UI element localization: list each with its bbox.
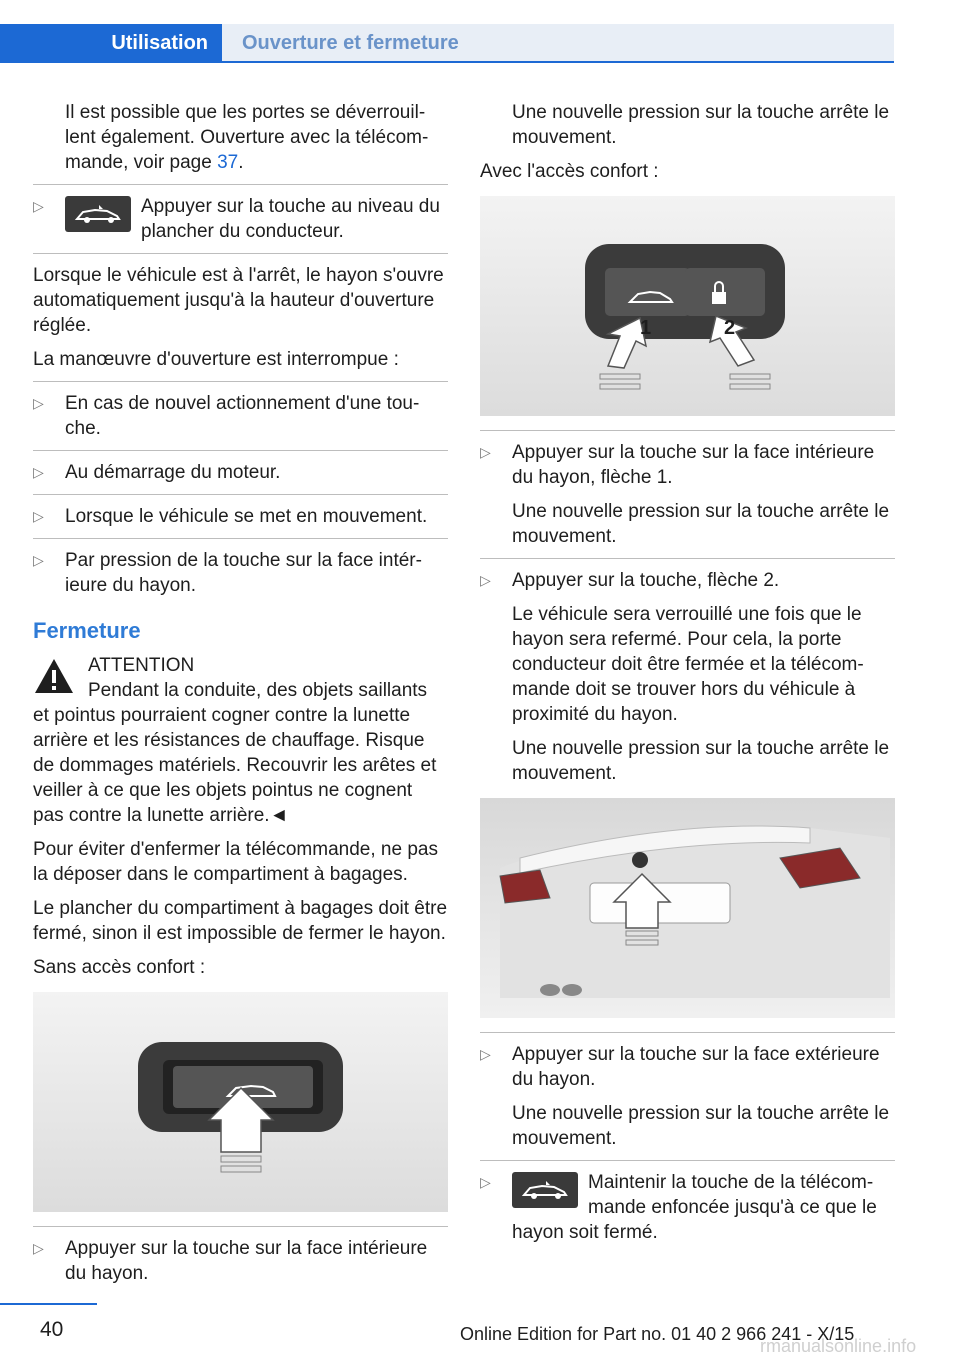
triangle-bullet-icon: ▷ [33, 395, 44, 411]
triangle-bullet-icon: ▷ [33, 1240, 44, 1256]
tab-ouverture-fermeture[interactable]: Ouverture et fermeture [222, 24, 894, 62]
list-item: ▷ Appuyer sur la touche sur la face intérieure du hayon, flèche 1. Une nouvelle pression sur la touche arrête le mouvement. [480, 442, 890, 547]
triangle-bullet-icon: ▷ [480, 1174, 491, 1190]
paragraph-floor: Le plancher du compartiment à bagages doit être fermé, sinon il est impossible de fermer le hayon. [33, 898, 448, 944]
tailgate-button-icon [65, 196, 131, 232]
tailgate-button-icon [512, 1172, 578, 1208]
list-item-remote-button: ▷ Maintenir la touche de la télécommande enfoncée jusqu'à ce que le [480, 1172, 877, 1218]
list-item: ▷ Lorsque le véhicule se met en mouvement. [33, 506, 428, 527]
right-column: Une nouvelle pression sur la touche arrête le mouvement. Avec l'accès confort : 1 2 ▷ Appuyer sur la touche sur la face intérieure du hayon, flèche 1. Une nouvelle pression sur la touche arrête le mouvement. ▷ Appuyer sur la touche, flèche 2. Le véhicule sera verrouillé une fois que le hayon sera refermé. Pour cela, la porte conducteur doit être fermée et la télécommande doit se trouver hors du véhicule à proximité du hayon. Une nouvelle pression sur la touche arrête le mouvement. ▷ Appuyer sur la touche sur la face extérieure du hayon. Une nouvelle pression sur la touche arrête le mouvement. ▷ Maintenir la touche de la télécommande enfoncée jusqu'à ce que le hayon soit fermé. [480, 100, 895, 1245]
header-divider [0, 61, 894, 63]
divider [33, 184, 448, 185]
paragraph-press-again: Une nouvelle pression sur la touche arrête le mouvement. [512, 102, 890, 148]
figure-comfort-access-buttons [480, 196, 895, 416]
page-header [0, 0, 960, 64]
triangle-bullet-icon: ▷ [480, 1046, 491, 1062]
triangle-bullet-icon: ▷ [33, 508, 44, 524]
paragraph-interrupted: La manœuvre d'ouverture est interrompue : [33, 349, 399, 370]
list-item: ▷ En cas de nouvel actionnement d'une touche. [33, 393, 420, 439]
left-column [33, 100, 448, 1295]
figure-inner-tailgate-button [33, 992, 448, 1212]
list-item-floor-button: ▷ Appuyer sur la touche au niveau du plancher du conducteur. [33, 196, 440, 242]
figure-car-rear-button [480, 798, 895, 1018]
paragraph-no-comfort-access: Sans accès confort : [33, 957, 206, 978]
triangle-bullet-icon: ▷ [33, 552, 44, 568]
watermark: rmanualsonline.info [760, 1336, 917, 1356]
page-number: 40 [40, 1318, 64, 1341]
list-item: ▷ Appuyer sur la touche sur la face extérieure du hayon. Une nouvelle pression sur la touche arrête le mouvement. [480, 1044, 890, 1149]
paragraph-remote: Pour éviter d'enfermer la télécommande, ne pas la déposer dans le compartiment à bagages. [33, 839, 438, 885]
figure-label-2: 2 [724, 317, 736, 339]
list-item: ▷ Par pression de la touche sur la face intérieure du hayon. [33, 550, 422, 596]
edition-note: Online Edition for Part no. 01 40 2 966 241 - X/15 [460, 1324, 855, 1344]
triangle-bullet-icon: ▷ [33, 464, 44, 480]
triangle-bullet-icon: ▷ [480, 572, 491, 588]
triangle-bullet-icon: ▷ [33, 198, 44, 214]
footer-divider [0, 1303, 97, 1305]
list-item: ▷ Au démarrage du moteur. [33, 462, 281, 483]
warning-block [33, 653, 448, 703]
figure-label-1: 1 [640, 317, 652, 339]
paragraph-comfort-access: Avec l'accès confort : [480, 161, 659, 182]
list-item: ▷ Appuyer sur la touche, flèche 2. Le véhicule sera verrouillé une fois que le hayon sera refermé. Pour cela, la porte conducteur doit être fermée et la télécommande doit se trouver hors du véhicule à proximité du hayon. Une nouvelle pression sur la touche arrête le mouvement. [480, 570, 890, 784]
triangle-bullet-icon: ▷ [480, 444, 491, 460]
warning-heading: ATTENTION [88, 655, 195, 676]
paragraph-auto-open: Lorsque le véhicule est à l'arrêt, le hayon s'ouvre automatiquement jusqu'à la hauteur d'ouverture réglée. [33, 265, 444, 336]
section-title-fermeture: Fermeture [33, 618, 141, 643]
warning-text: et pointus pourraient cogner contre la lunette arrière et les résistances de chauffage. Risque de dommages matériels. Recouvrir les arêtes et veiller à ce que les objets pointus ne cognent pas contre la lunette arrière.◄ [33, 705, 437, 826]
warning-triangle-icon [33, 657, 75, 702]
paragraph-unlock-doors: Il est possible que les portes se déverrouillent également. Ouverture avec la télécommande, voir page 37. [65, 102, 429, 173]
page-link[interactable]: 37 [217, 152, 239, 173]
warning-text-first-line: Pendant la conduite, des objets saillants [88, 680, 428, 701]
tab-utilisation[interactable]: Utilisation [0, 24, 222, 62]
list-item: ▷ Appuyer sur la touche sur la face intérieure du hayon. [33, 1238, 428, 1284]
divider [33, 253, 448, 254]
